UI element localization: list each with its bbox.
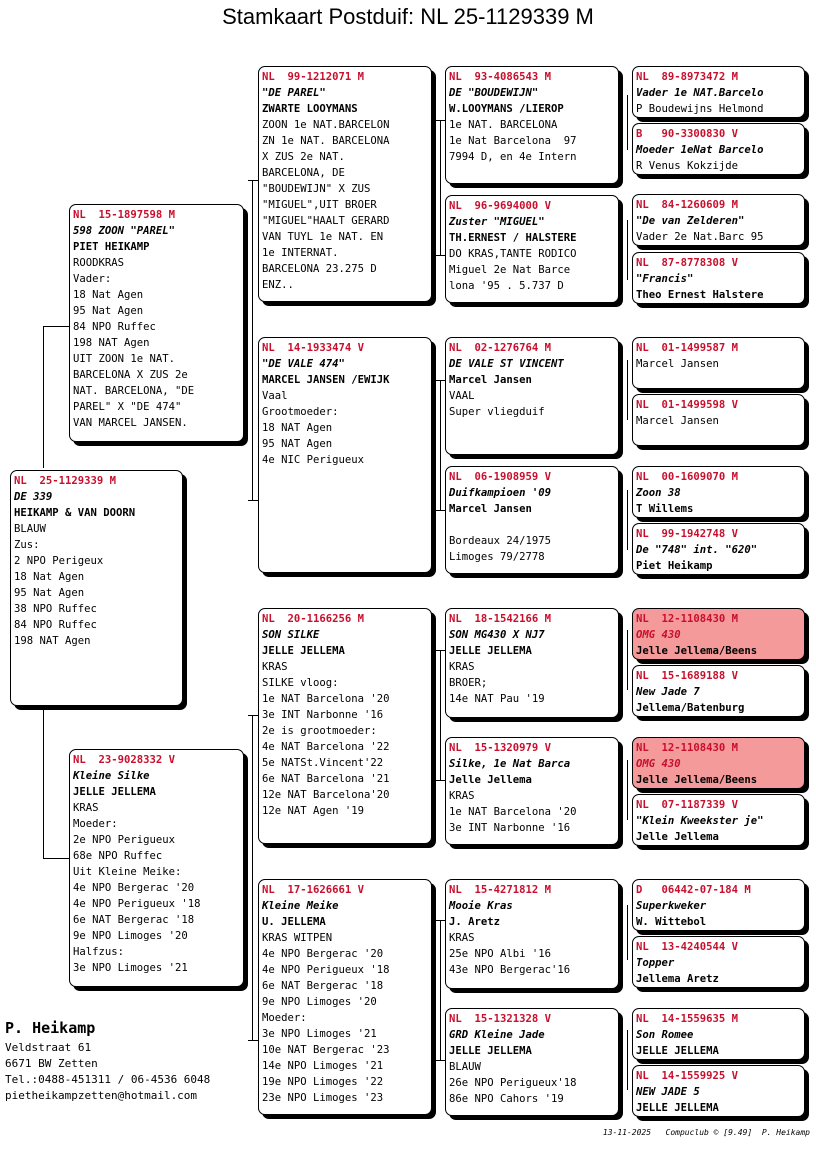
info-line: 3e INT Narbonne '16 — [262, 709, 384, 721]
pigeon-name: SON MG430 X NJ7 — [449, 629, 545, 641]
ring-number: D 06442-07-184 M — [636, 884, 751, 896]
info-line: 25e NPO Albi '16 — [449, 948, 552, 960]
info-line: 95 Nat Agen — [14, 587, 85, 599]
info-line: 68e NPO Ruffec — [73, 850, 163, 862]
connector — [436, 920, 445, 921]
info-line: 9e NPO Limoges '20 — [73, 930, 188, 942]
pedigree-card-gen3[interactable] — [445, 608, 619, 718]
connector — [627, 220, 628, 280]
info-line: Limoges 79/2778 — [449, 551, 545, 563]
ring-number: NL 87-8778308 V — [636, 257, 739, 269]
pigeon-name: De "748" int. "620" — [636, 544, 758, 556]
ring-number: NL 20-1166256 M — [262, 613, 365, 625]
connector — [248, 1040, 258, 1041]
breeder-name: W. Wittebol — [636, 916, 707, 928]
breeder-name: U. JELLEMA — [262, 916, 326, 928]
info-line: VAN TUYL 1e NAT. EN — [262, 231, 384, 243]
info-line: ROODKRAS — [73, 257, 125, 269]
pigeon-name: Kleine Meike — [262, 900, 339, 912]
ring-number: NL 18-1542166 M — [449, 613, 552, 625]
info-line: 10e NAT Bergerac '23 — [262, 1044, 390, 1056]
ring-number: NL 84-1260609 M — [636, 199, 739, 211]
breeder-name: PIET HEIKAMP — [73, 241, 150, 253]
info-line: KRAS — [449, 790, 475, 802]
info-line: 2e is grootmoeder: — [262, 725, 377, 737]
connector — [627, 630, 628, 690]
info-line: 19e NPO Limoges '22 — [262, 1076, 384, 1088]
ring-number: NL 12-1108430 M — [636, 742, 739, 754]
info-line: 7994 D, en 4e Intern — [449, 151, 577, 163]
ring-number: NL 15-1321328 V — [449, 1013, 552, 1025]
pigeon-name: OMG 430 — [636, 629, 681, 641]
pedigree-card-gen3[interactable] — [445, 195, 619, 303]
info-line: "MIGUEL"HAALT GERARD — [262, 215, 390, 227]
ring-number: NL 89-8973472 M — [636, 71, 739, 83]
pigeon-name: Zoon 38 — [636, 487, 681, 499]
ring-number: NL 01-1499587 M — [636, 342, 739, 354]
owner-phone: Tel.:0488-451311 / 06-4536 6048 — [5, 1073, 211, 1086]
pigeon-name: GRD Kleine Jade — [449, 1029, 545, 1041]
info-line: 6e NAT Bergerac '18 — [262, 980, 384, 992]
owner-street: Veldstraat 61 — [5, 1041, 92, 1054]
info-line: BARCELONA 23.275 D — [262, 263, 377, 275]
connector — [440, 920, 441, 1060]
info-line: 4e NIC Perigueux — [262, 454, 365, 466]
info-line: 23e NPO Limoges '23 — [262, 1092, 384, 1104]
info-line: 4e NPO Perigueux '18 — [262, 964, 390, 976]
info-line: R Venus Kokzijde — [636, 160, 739, 172]
pigeon-name: Superkweker — [636, 900, 707, 912]
info-line: 18 NAT Agen — [262, 422, 333, 434]
pigeon-name: Silke, 1e Nat Barca — [449, 758, 571, 770]
pedigree-card-gen4[interactable] — [632, 123, 805, 175]
info-line: Bordeaux 24/1975 — [449, 535, 552, 547]
connector — [43, 326, 70, 327]
info-line: 4e NAT Barcelona '22 — [262, 741, 390, 753]
breeder-name: MARCEL JANSEN /EWIJK — [262, 374, 390, 386]
pigeon-name: New Jade 7 — [636, 686, 700, 698]
connector — [627, 360, 628, 420]
info-line: 198 NAT Agen — [73, 337, 150, 349]
breeder-name: JELLE JELLEMA — [449, 645, 532, 657]
pedigree-card-gen3[interactable] — [445, 66, 619, 184]
info-line: "MIGUEL",UIT BROER — [262, 199, 377, 211]
ring-number: NL 99-1942748 V — [636, 528, 739, 540]
connector — [436, 780, 445, 781]
pigeon-name: DE VALE ST VINCENT — [449, 358, 564, 370]
info-line: 5e NATSt.Vincent'22 — [262, 757, 384, 769]
info-line: Uit Kleine Meike: — [73, 866, 182, 878]
ring-number: NL 23-9028332 V — [73, 754, 176, 766]
breeder-name: W.LOOYMANS /LIEROP — [449, 103, 564, 115]
connector — [43, 708, 44, 858]
pigeon-name: Duifkampioen '09 — [449, 487, 552, 499]
connector — [436, 650, 445, 651]
breeder-name: J. Aretz — [449, 916, 501, 928]
pigeon-name: Kleine Silke — [73, 770, 150, 782]
ring-number: NL 15-4271812 M — [449, 884, 552, 896]
info-line: 3e INT Narbonne '16 — [449, 822, 571, 834]
pigeon-name: Son Romee — [636, 1029, 694, 1041]
owner-name: P. Heikamp — [5, 1019, 96, 1037]
breeder-name: Jelle Jellema — [449, 774, 532, 786]
breeder-name: Jellema Aretz — [636, 973, 719, 985]
info-line: lona '95 . 5.737 D — [449, 280, 564, 292]
pedigree-card-gen4[interactable] — [632, 936, 805, 988]
ring-number: NL 25-1129339 M — [14, 475, 117, 487]
ring-number: NL 00-1609070 M — [636, 471, 739, 483]
pedigree-card-gen4[interactable] — [632, 394, 805, 446]
info-line: KRAS — [73, 802, 99, 814]
breeder-name: Piet Heikamp — [636, 560, 713, 572]
info-line: UIT ZOON 1e NAT. — [73, 353, 176, 365]
info-line: 1e NAT Barcelona '20 — [449, 806, 577, 818]
pedigree-card-gen4[interactable] — [632, 337, 805, 389]
pedigree-card-gen2[interactable] — [258, 66, 432, 302]
ring-number: NL 15-1897598 M — [73, 209, 176, 221]
pigeon-name: 598 ZOON "PAREL" — [73, 225, 176, 237]
info-line: X ZUS 2e NAT. — [262, 151, 345, 163]
breeder-name: TH.ERNEST / HALSTERE — [449, 232, 577, 244]
info-line: 1e NAT Barcelona '20 — [262, 693, 390, 705]
connector — [248, 715, 258, 716]
pedigree-card-gen3[interactable] — [445, 337, 619, 455]
info-line: Miguel 2e Nat Barce — [449, 264, 571, 276]
breeder-name: JELLE JELLEMA — [73, 786, 156, 798]
breeder-name: HEIKAMP & VAN DOORN — [14, 507, 136, 519]
connector — [43, 858, 70, 859]
pigeon-name: Mooie Kras — [449, 900, 513, 912]
info-line: 18 Nat Agen — [14, 571, 85, 583]
info-line: 1e Nat Barcelona 97 — [449, 135, 577, 147]
pedigree-card-gen4[interactable] — [632, 252, 805, 304]
connector — [440, 650, 441, 780]
connector — [436, 255, 445, 256]
info-line: 43e NPO Bergerac'16 — [449, 964, 571, 976]
info-line: 1e INTERNAT. — [262, 247, 339, 259]
info-line: SILKE vloog: — [262, 677, 339, 689]
pedigree-card-gen4[interactable] — [632, 66, 805, 118]
owner-block — [5, 1018, 210, 1104]
info-line: BARCELONA X ZUS 2e — [73, 369, 188, 381]
breeder-name: Jellema/Batenburg — [636, 702, 745, 714]
connector — [252, 715, 253, 1040]
pedigree-card-gen3[interactable] — [445, 466, 619, 574]
info-line: VAAL — [449, 390, 475, 402]
info-line: 14e NPO Limoges '21 — [262, 1060, 384, 1072]
breeder-name: Marcel Jansen — [449, 374, 532, 386]
ring-number: NL 15-1320979 V — [449, 742, 552, 754]
pedigree-card-gen4[interactable] — [632, 194, 805, 246]
info-line: ZN 1e NAT. BARCELONA — [262, 135, 390, 147]
pedigree-card-gen3[interactable] — [445, 879, 619, 989]
info-line: 198 NAT Agen — [14, 635, 91, 647]
pigeon-name: "DE PAREL" — [262, 87, 326, 99]
info-line: Vaal — [262, 390, 288, 402]
ring-number: NL 01-1499598 V — [636, 399, 739, 411]
info-line: 9e NPO Limoges '20 — [262, 996, 377, 1008]
info-line: Halfzus: — [73, 946, 125, 958]
info-line: Moeder: — [73, 818, 118, 830]
breeder-name: ZWARTE LOOYMANS — [262, 103, 358, 115]
info-line: 95 NAT Agen — [262, 438, 333, 450]
breeder-name: JELLE JELLEMA — [636, 1102, 719, 1114]
info-line: 12e NAT Agen '19 — [262, 805, 365, 817]
info-line: 84 NPO Ruffec — [73, 321, 156, 333]
info-line: Super vliegduif — [449, 406, 545, 418]
ring-number: NL 93-4086543 M — [449, 71, 552, 83]
connector — [248, 500, 258, 501]
connector — [440, 380, 441, 510]
pedigree-card-gen4[interactable] — [632, 879, 805, 931]
pigeon-name: OMG 430 — [636, 758, 681, 770]
ring-number: NL 02-1276764 M — [449, 342, 552, 354]
info-line: 6e NAT Bergerac '18 — [73, 914, 195, 926]
connector — [627, 95, 628, 150]
breeder-name: Jelle Jellema/Beens — [636, 774, 758, 786]
info-line: Moeder: — [262, 1012, 307, 1024]
ring-number: NL 15-1689188 V — [636, 670, 739, 682]
connector — [440, 120, 441, 255]
info-line: BLAUW — [449, 1061, 481, 1073]
owner-city: 6671 BW Zetten — [5, 1057, 98, 1070]
info-line: 2e NPO Perigueux — [73, 834, 176, 846]
breeder-name: Theo Ernest Halstere — [636, 289, 764, 301]
pedigree-card-gen2[interactable] — [258, 337, 432, 573]
ring-number: NL 96-9694000 V — [449, 200, 552, 212]
connector — [627, 1030, 628, 1090]
connector — [436, 1060, 445, 1061]
ring-number: NL 07-1187339 V — [636, 799, 739, 811]
info-line: PAREL" X "DE 474" — [73, 401, 182, 413]
info-line: NAT. BARCELONA, "DE — [73, 385, 195, 397]
info-line: Vader 2e Nat.Barc 95 — [636, 231, 764, 243]
info-line: DO KRAS,TANTE RODICO — [449, 248, 577, 260]
info-line: "BOUDEWIJN" X ZUS — [262, 183, 371, 195]
info-line: 4e NPO Perigueux '18 — [73, 898, 201, 910]
ring-number: NL 14-1559635 M — [636, 1013, 739, 1025]
breeder-name: Jelle Jellema/Beens — [636, 645, 758, 657]
ring-number: NL 12-1108430 M — [636, 613, 739, 625]
info-line: Zus: — [14, 539, 40, 551]
ring-number: NL 99-1212071 M — [262, 71, 365, 83]
page-title: Stamkaart Postduif: NL 25-1129339 M — [222, 4, 594, 29]
info-line: VAN MARCEL JANSEN. — [73, 417, 188, 429]
breeder-name: Marcel Jansen — [636, 358, 719, 370]
pedigree-card-gen2[interactable] — [258, 879, 432, 1115]
pedigree-card-gen2[interactable] — [258, 608, 432, 844]
info-line: 3e NPO Limoges '21 — [73, 962, 188, 974]
breeder-name: JELLE JELLEMA — [262, 645, 345, 657]
info-line — [449, 517, 615, 533]
connector — [252, 180, 253, 500]
pigeon-name: "Klein Kweekster je" — [636, 815, 764, 827]
pedigree-card-gen3[interactable] — [445, 737, 619, 845]
info-line: KRAS — [449, 661, 475, 673]
ring-number: B 90-3300830 V — [636, 128, 739, 140]
pedigree-card-gen4-highlighted[interactable] — [632, 608, 805, 660]
breeder-name: JELLE JELLEMA — [449, 1045, 532, 1057]
owner-email: pietheikampzetten@hotmail.com — [5, 1089, 198, 1102]
info-line: 14e NAT Pau '19 — [449, 693, 545, 705]
info-line: Grootmoeder: — [262, 406, 339, 418]
info-line: KRAS WITPEN — [262, 932, 333, 944]
info-line: 38 NPO Ruffec — [14, 603, 97, 615]
connector — [436, 380, 445, 381]
ring-number: NL 14-1933474 V — [262, 342, 365, 354]
pigeon-name: "Francis" — [636, 273, 694, 285]
pigeon-name: Moeder 1eNat Barcelo — [636, 144, 764, 156]
pedigree-card-gen4-highlighted[interactable] — [632, 737, 805, 789]
pedigree-card-gen3[interactable] — [445, 1008, 619, 1116]
connector — [627, 490, 628, 550]
info-line: 2 NPO Perigeux — [14, 555, 104, 567]
info-line: 95 Nat Agen — [73, 305, 144, 317]
connector — [627, 760, 628, 820]
pedigree-card-subject[interactable] — [10, 470, 183, 706]
info-line: 26e NPO Perigueux'18 — [449, 1077, 577, 1089]
info-line: ZOON 1e NAT.BARCELON — [262, 119, 390, 131]
ring-number: NL 06-1908959 V — [449, 471, 552, 483]
info-line: ENZ.. — [262, 279, 294, 291]
footer-credit: 13-11-2025 Compuclub © [9.49] P. Heikamp — [602, 1128, 810, 1137]
connector — [436, 510, 445, 511]
info-line: P Boudewijns Helmond — [636, 103, 764, 115]
breeder-name: Marcel Jansen — [636, 415, 719, 427]
connector — [43, 326, 44, 468]
pedigree-card-gen4[interactable] — [632, 794, 805, 846]
pedigree-card-dam[interactable] — [69, 749, 244, 987]
info-line: 84 NPO Ruffec — [14, 619, 97, 631]
info-line: 6e NAT Barcelona '21 — [262, 773, 390, 785]
info-line: BLAUW — [14, 523, 46, 535]
pedigree-card-gen4[interactable] — [632, 665, 805, 717]
pedigree-card-gen4[interactable] — [632, 1065, 805, 1117]
info-line: 18 Nat Agen — [73, 289, 144, 301]
pigeon-name: SON SILKE — [262, 629, 320, 641]
pigeon-name: NEW JADE 5 — [636, 1086, 700, 1098]
pigeon-name: Zuster "MIGUEL" — [449, 216, 545, 228]
pedigree-card-sire[interactable] — [69, 204, 244, 442]
breeder-name: Marcel Jansen — [449, 503, 532, 515]
pigeon-name: Topper — [636, 957, 675, 969]
pigeon-name: "DE VALE 474" — [262, 358, 345, 370]
info-line: 3e NPO Limoges '21 — [262, 1028, 377, 1040]
pigeon-name: Vader 1e NAT.Barcelo — [636, 87, 764, 99]
connector — [436, 120, 445, 121]
info-line: KRAS — [262, 661, 288, 673]
info-line: 4e NPO Bergerac '20 — [73, 882, 195, 894]
connector — [627, 905, 628, 960]
breeder-name: T Willems — [636, 503, 694, 515]
pigeon-name: "De van Zelderen" — [636, 215, 745, 227]
pigeon-name: DE "BOUDEWIJN" — [449, 87, 539, 99]
info-line: 1e NAT. BARCELONA — [449, 119, 558, 131]
pedigree-card-gen4[interactable] — [632, 523, 805, 575]
pigeon-name: DE 339 — [14, 491, 53, 503]
ring-number: NL 13-4240544 V — [636, 941, 739, 953]
connector — [248, 180, 258, 181]
info-line: Vader: — [73, 273, 112, 285]
breeder-name: JELLE JELLEMA — [636, 1045, 719, 1057]
info-line: 4e NPO Bergerac '20 — [262, 948, 384, 960]
pedigree-card-gen4[interactable] — [632, 466, 805, 518]
info-line: 12e NAT Barcelona'20 — [262, 789, 390, 801]
pedigree-card-gen4[interactable] — [632, 1008, 805, 1060]
info-line: 86e NPO Cahors '19 — [449, 1093, 564, 1105]
info-line: BROER; — [449, 677, 488, 689]
breeder-name: Jelle Jellema — [636, 831, 719, 843]
info-line: KRAS — [449, 932, 475, 944]
info-line: BARCELONA, DE — [262, 167, 345, 179]
ring-number: NL 17-1626661 V — [262, 884, 365, 896]
ring-number: NL 14-1559925 V — [636, 1070, 739, 1082]
